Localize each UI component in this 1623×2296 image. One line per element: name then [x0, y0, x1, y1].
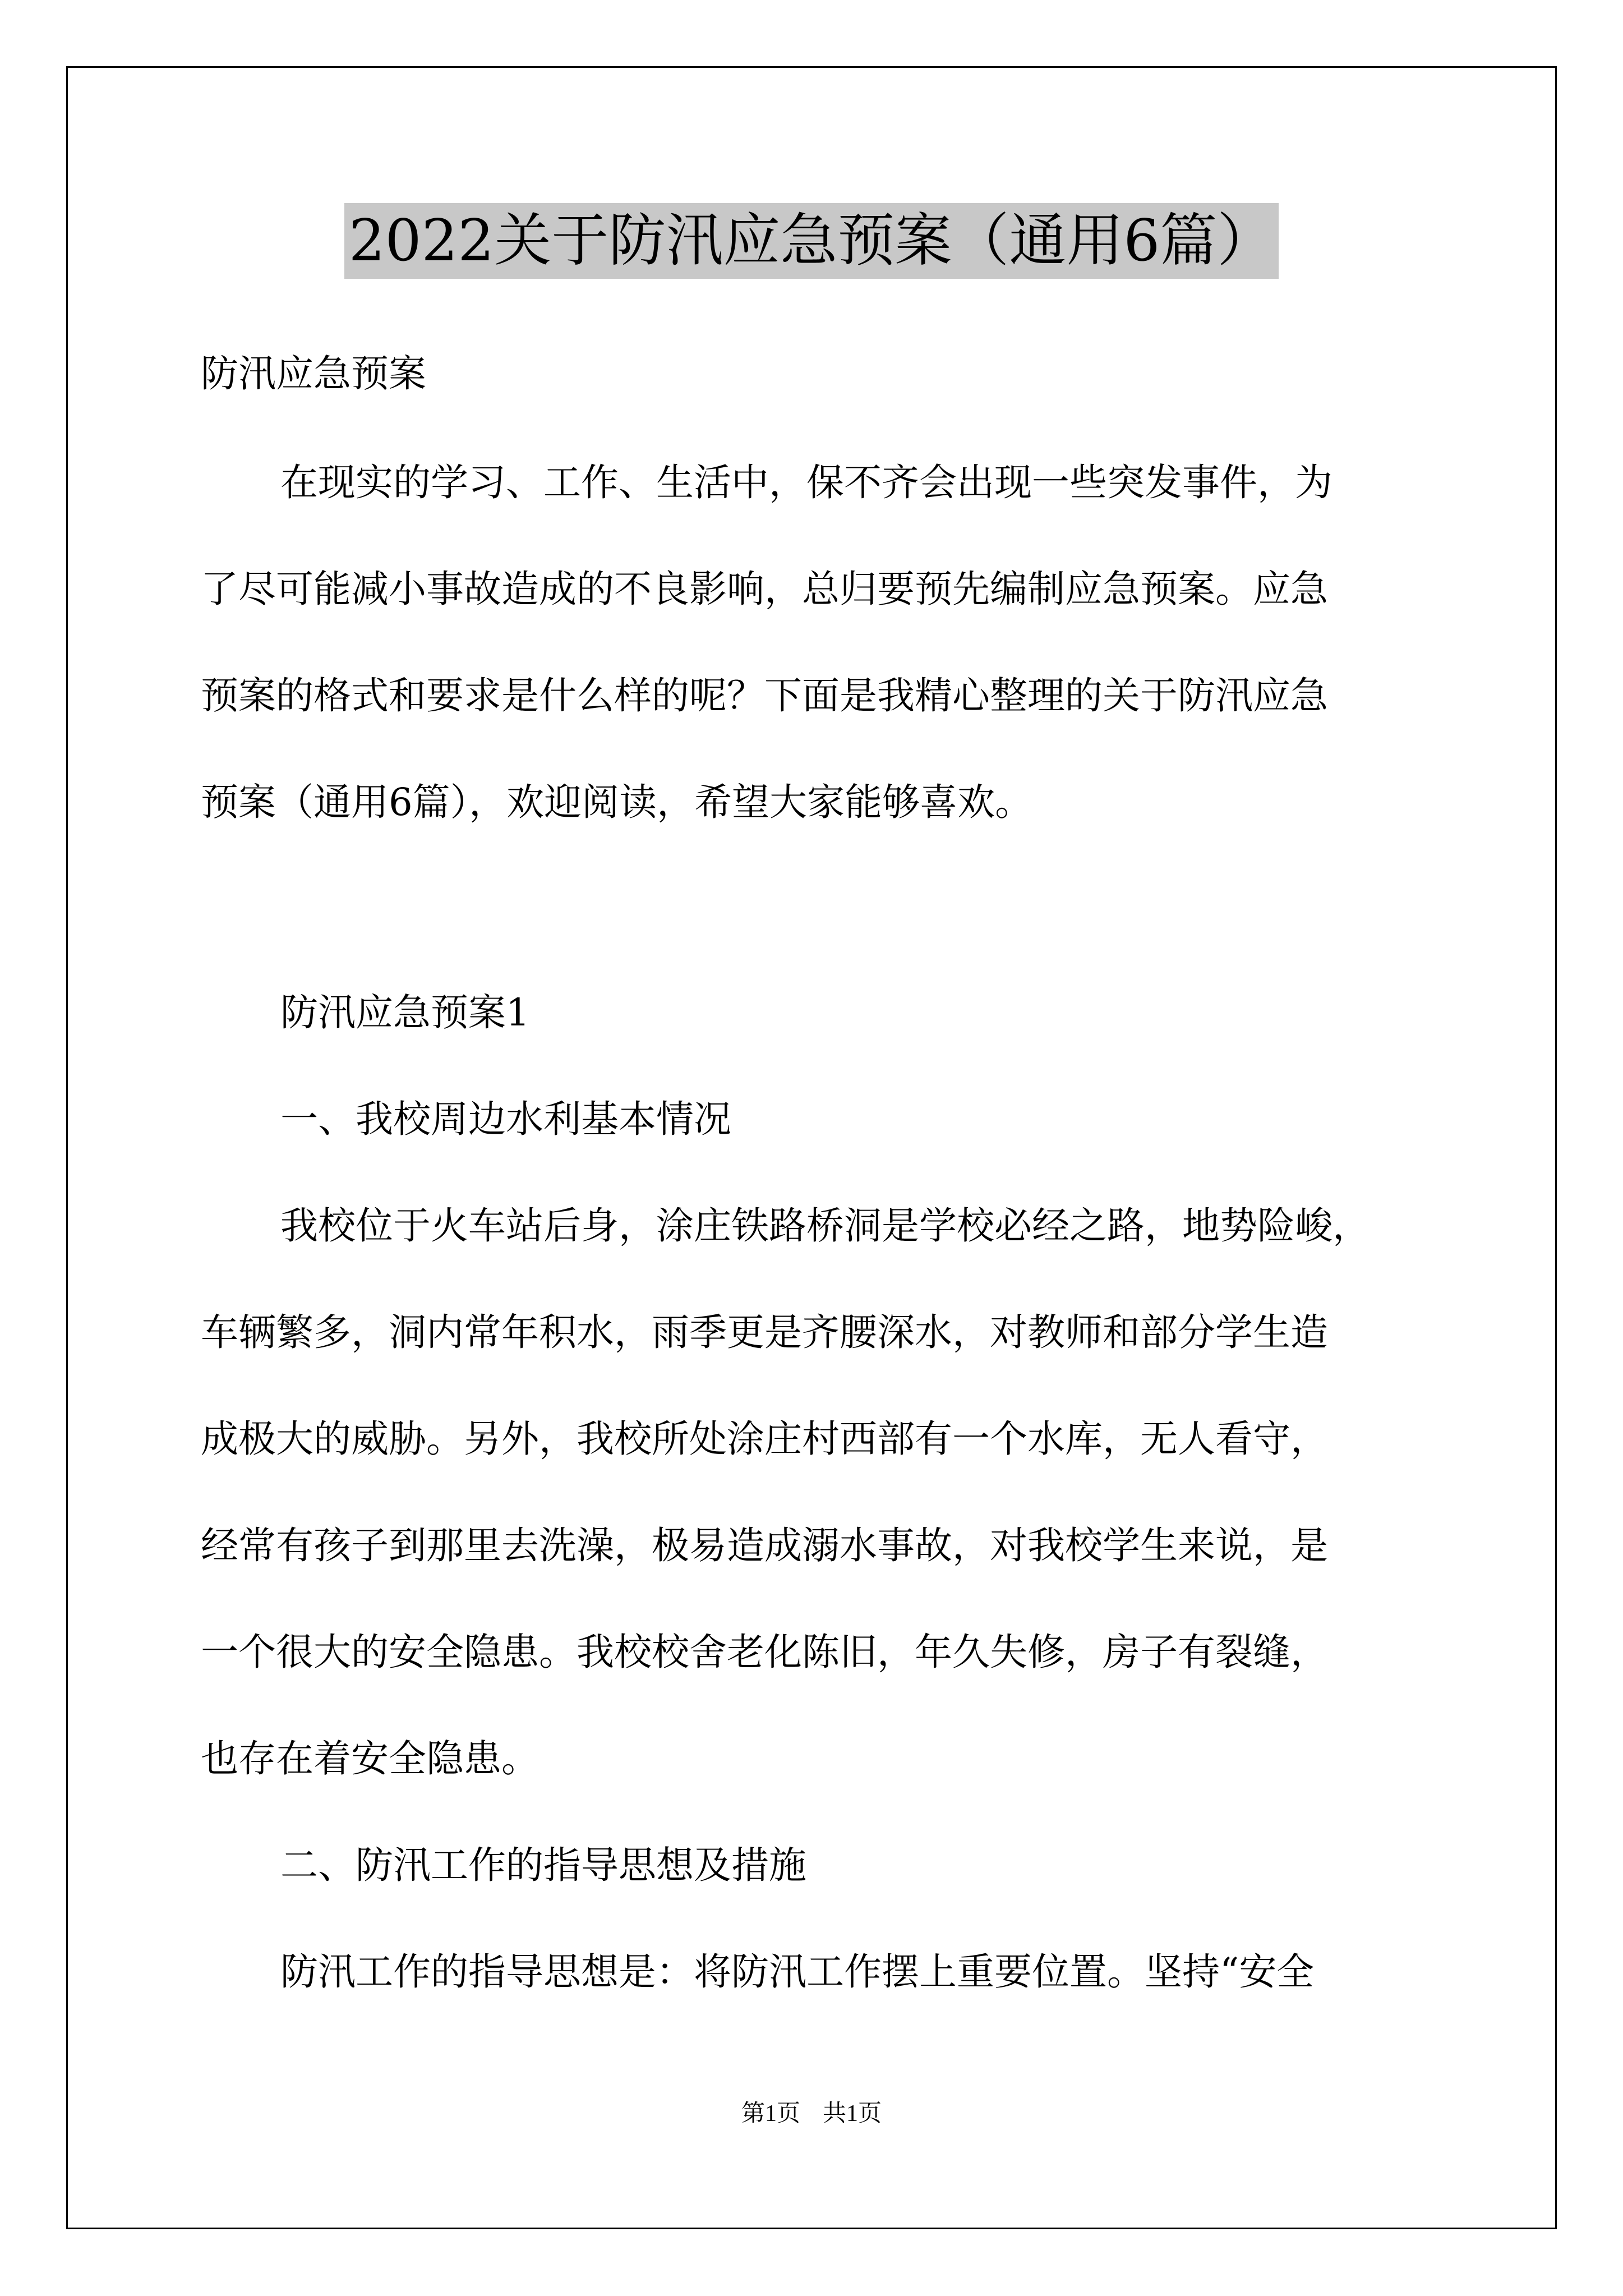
page-number-current: 第1页: [741, 2101, 800, 2127]
title-container: [0, 203, 1623, 279]
paragraph-line: 预案（通用6篇），欢迎阅读，希望大家能够喜欢。: [201, 780, 1033, 824]
paragraph-line: 车辆繁多，洞内常年积水，雨季更是齐腰深水，对教师和部分学生造: [201, 1310, 1328, 1354]
section-heading: 防汛应急预案: [201, 352, 426, 395]
paragraph-line: 经常有孩子到那里去洗澡，极易造成溺水事故，对我校学生来说，是: [201, 1524, 1328, 1567]
subsection-heading: 防汛应急预案1: [280, 991, 530, 1034]
page-number-total: 共1页: [823, 2101, 882, 2127]
paragraph-line: 在现实的学习、工作、生活中，保不齐会出现一些突发事件，为: [280, 461, 1332, 504]
paragraph-line: 我校位于火车站后身，涂庄铁路桥洞是学校必经之路，地势险峻，: [280, 1204, 1370, 1248]
subsection-heading: 一、我校周边水利基本情况: [280, 1097, 731, 1141]
paragraph-line: 也存在着安全隐患。: [201, 1737, 539, 1780]
subsection-heading: 二、防汛工作的指导思想及措施: [280, 1843, 806, 1887]
document-title: 2022关于防汛应急预案（通用6篇）: [344, 203, 1279, 279]
paragraph-line: 预案的格式和要求是什么样的呢？下面是我精心整理的关于防汛应急: [201, 674, 1328, 717]
paragraph-line: 防汛工作的指导思想是：将防汛工作摆上重要位置。坚持“安全: [280, 1950, 1315, 1994]
paragraph-line: 了尽可能减小事故造成的不良影响，总归要预先编制应急预案。应急: [201, 567, 1328, 611]
paragraph-line: 成极大的威胁。另外，我校所处涂庄村西部有一个水库，无人看守，: [201, 1417, 1328, 1461]
page-footer: [0, 2098, 1623, 2129]
paragraph-line: 一个很大的安全隐患。我校校舍老化陈旧，年久失修，房子有裂缝，: [201, 1630, 1328, 1674]
